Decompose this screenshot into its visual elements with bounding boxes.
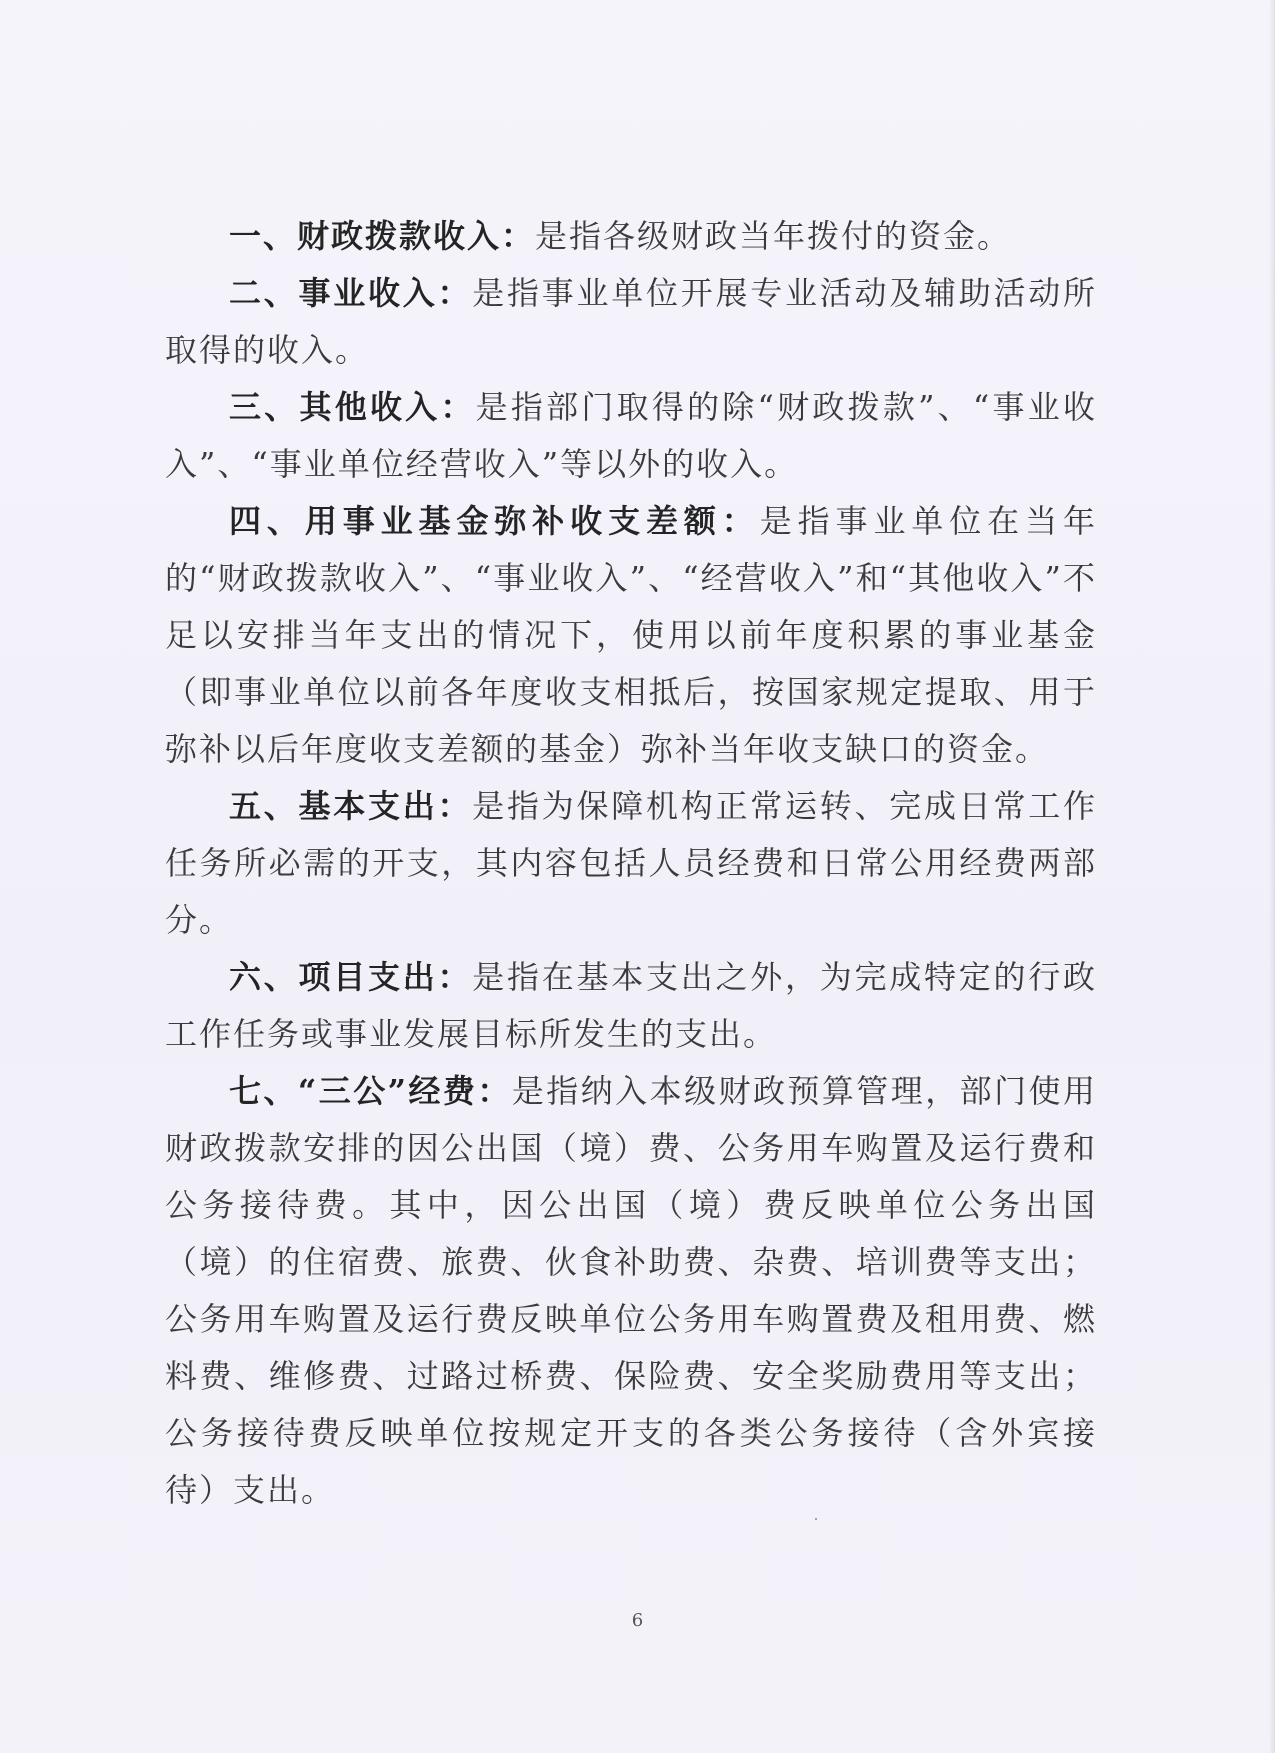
scan-speck [815,1518,817,1520]
scan-edge [1269,0,1275,1753]
definition-paragraph-other-income [165,379,1097,493]
page-number: 6 [631,1610,644,1631]
definition-text: 是指事业单位在当年的“财政拨款收入”、“事业收入”、“经营收入”和“其他收入”不足以安排当年支出的情况下，使用以前年度积累的事业基金（即事业单位以前各年度收支相抵后，按国家规定提取、用于弥补以后年度收支差额的基金）弥补当年收支缺口的资金。 [165,502,1097,768]
definition-term: 六、项目支出： [229,958,473,996]
definitions-body [165,208,1097,1519]
definition-term: 五、基本支出： [229,787,473,825]
definition-paragraph-fund-balance-offset [165,493,1097,778]
definition-paragraph-basic-expenditure [165,778,1097,949]
definition-text: 是指事业单位开展专业活动及辅助活动所取得的收入。 [165,274,1097,369]
definition-paragraph-three-public-expenses [165,1063,1097,1519]
definition-term: 三、其他收入： [229,388,476,426]
definition-term: 二、事业收入： [229,274,473,312]
definition-text: 是指部门取得的除“财政拨款”、“事业收入”、“事业单位经营收入”等以外的收入。 [165,388,1097,483]
definition-paragraph-business-income [165,265,1097,379]
definition-text: 是指各级财政当年拨付的资金。 [535,217,1012,255]
definition-paragraph-project-expenditure [165,949,1097,1063]
definition-term: 四、用事业基金弥补收支差额： [229,502,760,540]
definition-text: 是指纳入本级财政预算管理，部门使用财政拨款安排的因公出国（境）费、公务用车购置及运行费和公务接待费。其中，因公出国（境）费反映单位公务出国（境）的住宿费、旅费、伙食补助费、杂费、培训费等支出；公务用车购置及运行费反映单位公务用车购置费及租用费、燃料费、维修费、过路过桥费、保险费、安全奖励费用等支出；公务接待费反映单位按规定开支的各类公务接待（含外宾接待）支出。 [165,1072,1097,1509]
definition-term: 七、“三公”经费： [229,1072,512,1110]
definition-paragraph-fiscal-appropriation-income [165,208,1097,265]
definition-term: 一、财政拨款收入： [229,217,536,255]
definition-text: 是指为保障机构正常运转、完成日常工作任务所必需的开支，其内容包括人员经费和日常公用经费两部分。 [165,787,1097,939]
definition-text: 是指在基本支出之外，为完成特定的行政工作任务或事业发展目标所发生的支出。 [165,958,1097,1053]
